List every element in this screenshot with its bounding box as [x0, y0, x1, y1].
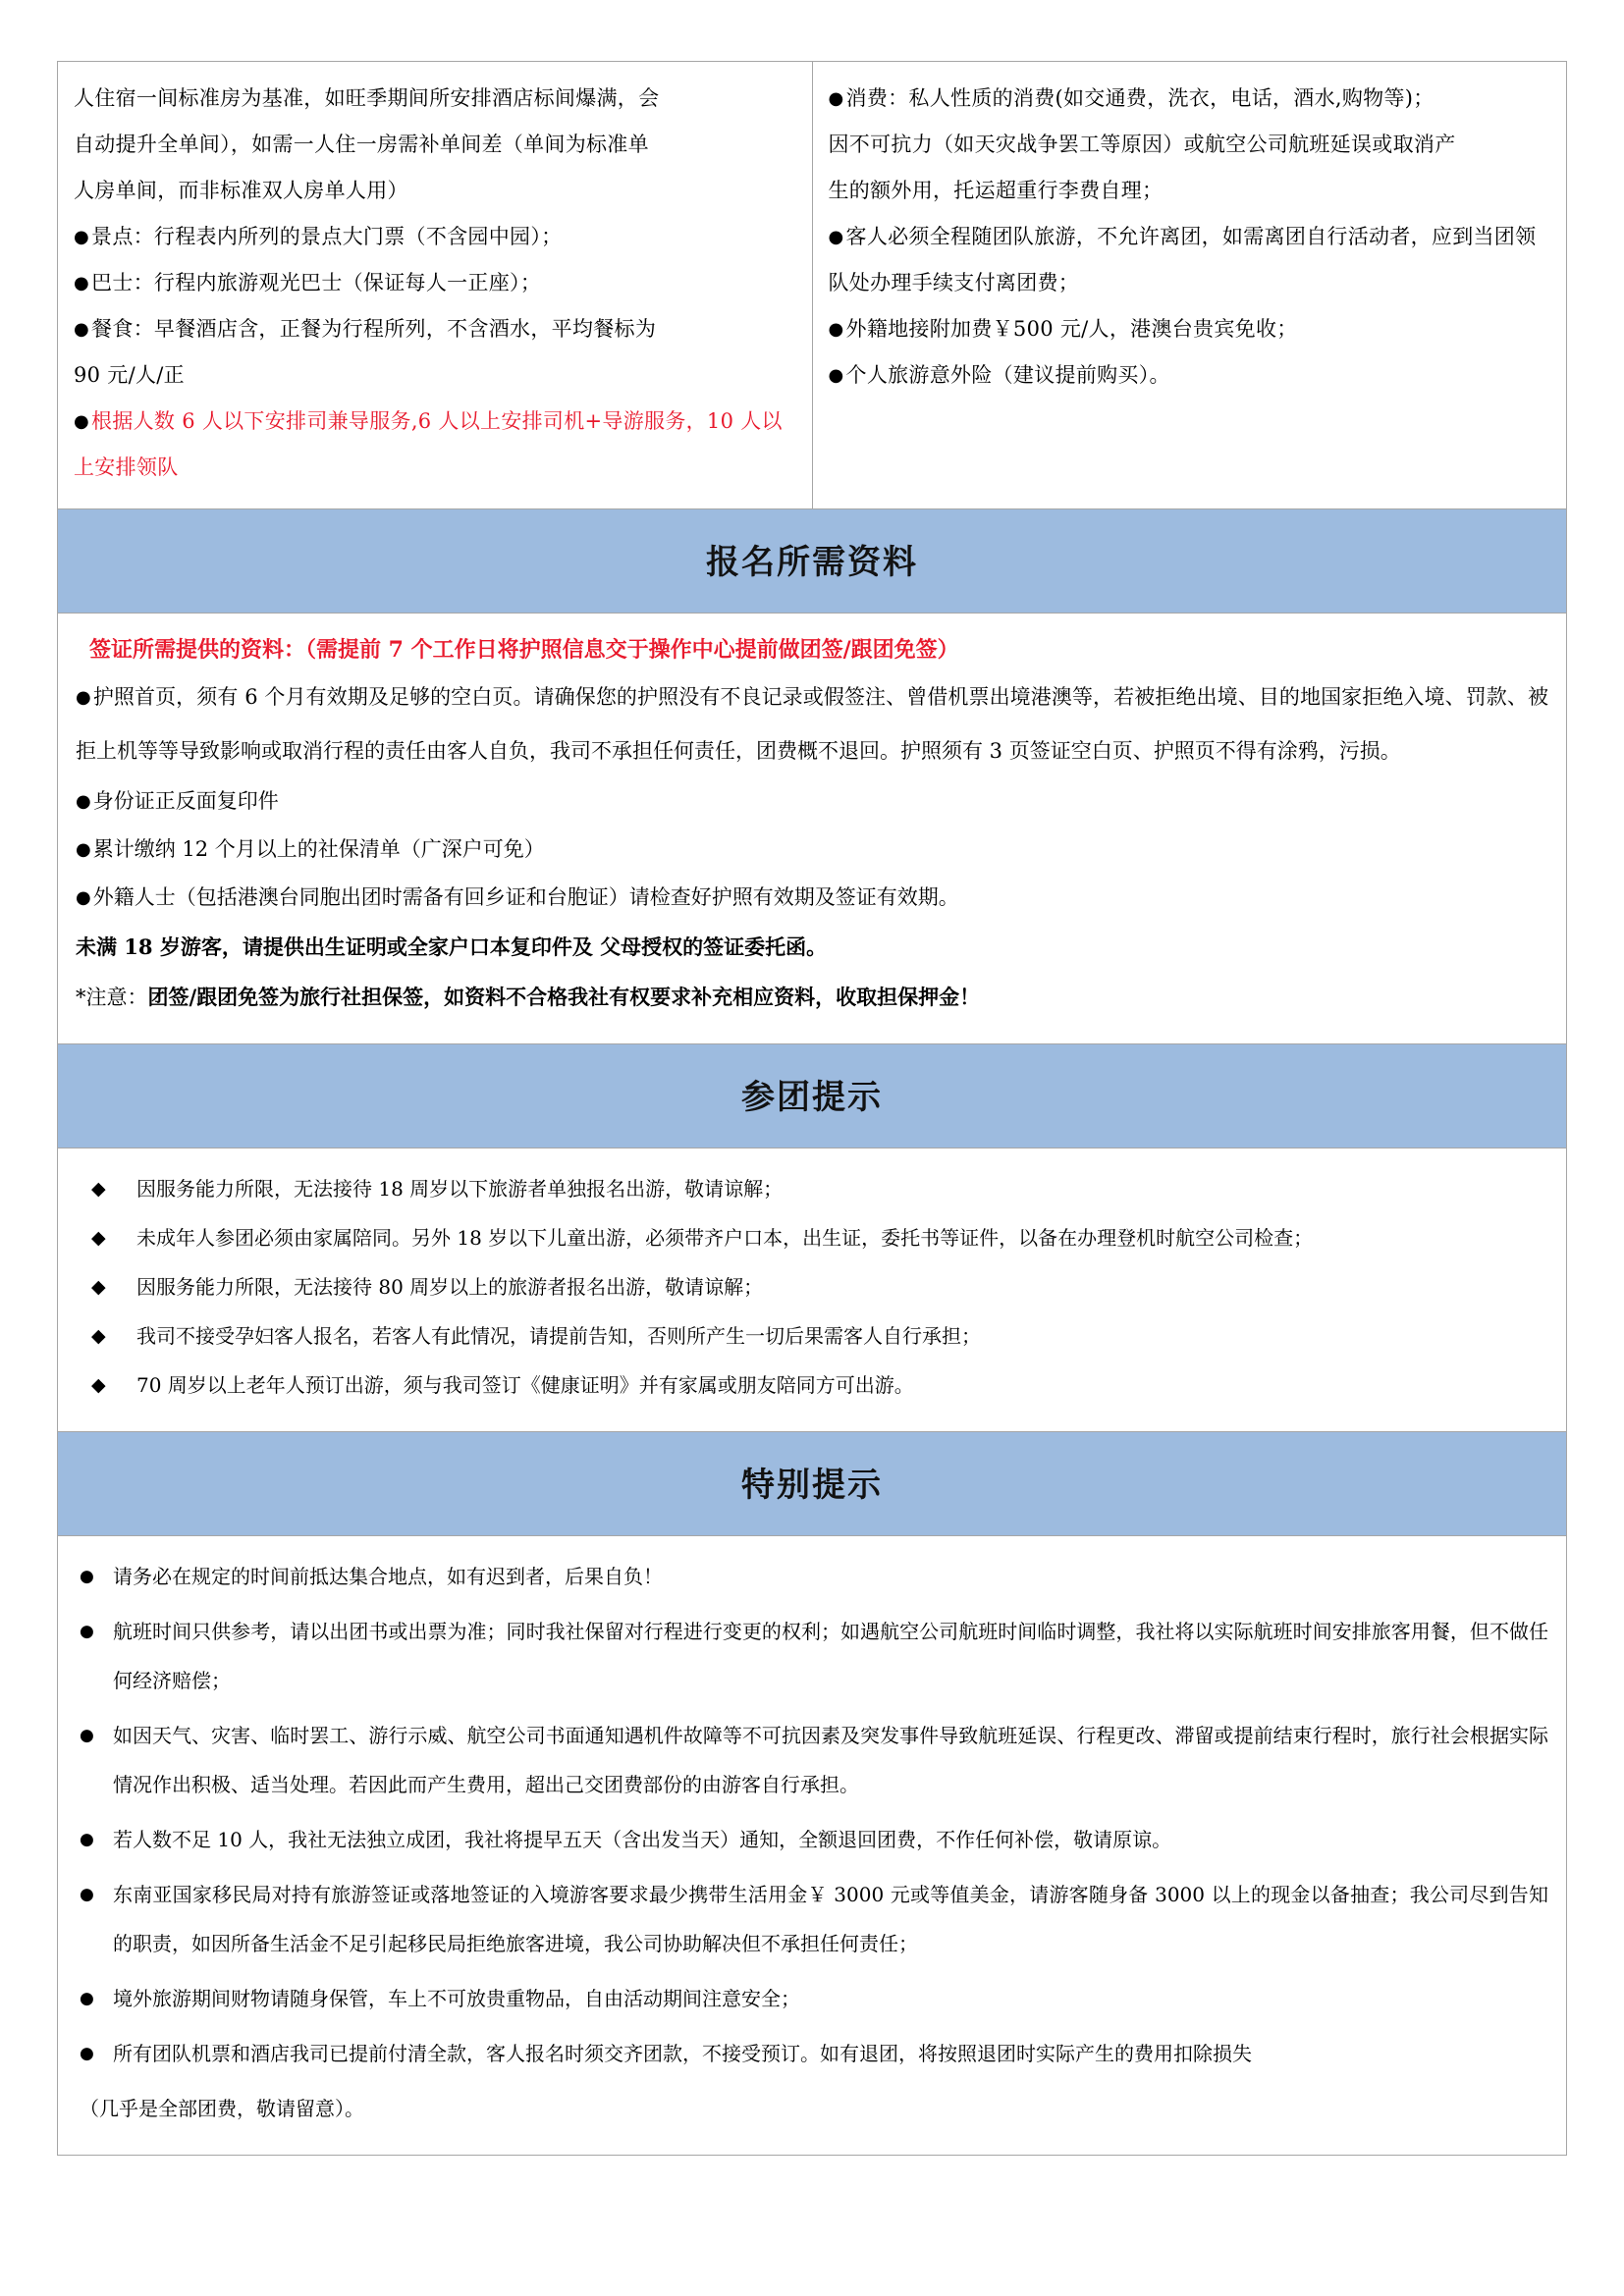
meal-price-line: 90 元/人/正	[74, 363, 185, 387]
special-tip-text: 所有团队机票和酒店我司已提前付清全款，客人报名时须交齐团款，不接受预订。如有退团，将按照退团时实际产生的费用扣除损失	[113, 2042, 1252, 2065]
banner-special-tips: 特别提示	[57, 1432, 1567, 1536]
continued-line-3: 人房单间，而非标准双人房单人用）	[74, 179, 408, 202]
banner-group-tips: 参团提示	[57, 1044, 1567, 1148]
bullet-icon	[74, 409, 91, 433]
group-tips-content	[57, 1148, 1567, 1432]
special-tip-force-majeure	[76, 1711, 1548, 1809]
footnote-body: 团签/跟团免签为旅行社担保签，如资料不合格我社有权要求补充相应资料，收取担保押金！	[147, 985, 981, 1009]
list-item	[76, 1361, 1548, 1410]
list-item	[76, 1311, 1548, 1361]
material-item-social-insurance: ● 累计缴纳 12 个月以上的社保清单（广深户可免）	[76, 826, 1548, 874]
guide-arrangement-red-note: ● 根据人数 6 人以下安排司兼导服务,6 人以上安排司机+导游服务，10 人以上安排领队	[74, 399, 796, 491]
list-item	[76, 1213, 1548, 1262]
special-tip-text: 如因天气、灾害、临时罢工、游行示威、航空公司书面通知遇机件故障等不可抗因素及突发事件导致航班延误、行程更改、滞留或提前结束行程时，旅行社会根据实际情况作出积极、适当处理。若因此而产生费用，超出己交团费部份的由游客自行承担。	[113, 1724, 1548, 1796]
force-majeure-line-2: 生的额外用，托运超重行李费自理；	[828, 179, 1164, 202]
diamond-bullet-icon: ◆	[91, 1325, 106, 1347]
bullet-icon	[829, 86, 846, 110]
banner-required-materials: 报名所需资料	[57, 509, 1567, 614]
material-item-foreign-nationals: ● 外籍人士（包括港澳台同胞出团时需备有回乡证和台胞证）请检查好护照有效期及签证有效期。	[76, 874, 1548, 922]
special-tip-text: 请务必在规定的时间前抵达集合地点，如有迟到者，后果自负！	[113, 1565, 663, 1588]
special-tips-tail-line: （几乎是全部团费，敬请留意）。	[80, 2097, 364, 2120]
exclusion-item-stay-with-group: ● 客人必须全程随团队旅游，不允许离团，如需离团自行活动者，应到当团领队处办理手续支付离团费；	[829, 214, 1551, 306]
table-row	[58, 62, 1567, 509]
special-tip-text: 若人数不足 10 人，我社无法独立成团，我社将提早五天（含出发当天）通知，全额退回团费，不作任何补偿，敬请原谅。	[113, 1828, 1172, 1851]
special-tip-text: 东南亚国家移民局对持有旅游签证或落地签证的入境游客要求最少携带生活用金￥ 3000 元或等值美金，请游客随身备 3000 以上的现金以备抽查；我公司尽到告知的职责，如因所备生活金不足引起移民局拒绝旅客进境，我公司协助解决但不承担任何责任；	[113, 1883, 1548, 1955]
bullet-icon: ●	[80, 1989, 94, 2008]
bullet-icon: ●	[80, 1830, 94, 1849]
minor-traveler-notice: 未满 18 岁游客，请提供出生证明或全家户口本复印件及 父母授权的签证委托函。	[76, 934, 828, 959]
special-tip-text: 境外旅游期间财物请随身保管，车上不可放贵重物品，自由活动期间注意安全；	[113, 1987, 800, 2010]
group-tip-text: 未成年人参团必须由家属陪同。另外 18 岁以下儿童出游，必须带齐户口本，出生证，委托书等证件，以备在办理登机时航空公司检查；	[136, 1226, 1314, 1250]
special-tip-flight-times	[76, 1607, 1548, 1705]
exclusion-item-foreign-surcharge: ● 外籍地接附加费￥500 元/人，港澳台贵宾免收；	[829, 306, 1551, 352]
special-tip-minimum-group-size	[76, 1815, 1548, 1864]
group-tip-text: 我司不接受孕妇客人报名，若客人有此情况，请提前告知，否则所产生一切后果需客人自行承担；	[136, 1324, 981, 1348]
continued-line-1: 人住宿一间标准房为基准，如旺季期间所安排酒店标间爆满，会	[74, 86, 660, 110]
bullet-icon	[74, 271, 91, 294]
bullet-icon: ●	[80, 1622, 94, 1641]
force-majeure-line-1: 因不可抗力（如天灾战争罢工等原因）或航空公司航班延误或取消产	[828, 133, 1456, 156]
diamond-bullet-icon: ◆	[91, 1374, 106, 1396]
continued-line-2: 自动提升全单间），如需一人住一房需补单间差（单间为标准单	[74, 133, 649, 156]
bullet-icon: ●	[80, 1885, 94, 1904]
diamond-bullet-icon: ◆	[91, 1227, 106, 1249]
list-item	[76, 1262, 1548, 1311]
group-tips-list	[76, 1164, 1548, 1410]
special-tip-cash-requirement	[76, 1870, 1548, 1968]
bullet-icon	[76, 789, 93, 813]
special-tip-text: 航班时间只供参考，请以出团书或出票为准；同时我社保留对行程进行变更的权利；如遇航空公司航班时间临时调整，我社将以实际航班时间安排旅客用餐，但不做任何经济赔偿；	[113, 1620, 1548, 1692]
bullet-icon	[76, 685, 93, 709]
group-tip-text: 因服务能力所限，无法接待 18 周岁以下旅游者单独报名出游，敬请谅解；	[136, 1177, 784, 1201]
special-tip-prepaid-tickets	[76, 2029, 1548, 2078]
bullet-icon: ●	[80, 1726, 94, 1745]
bullet-icon	[829, 363, 846, 387]
special-tips-content	[57, 1536, 1567, 2156]
bullet-icon	[76, 837, 93, 861]
group-tip-text: 因服务能力所限，无法接待 80 周岁以上的旅游者报名出游，敬请谅解；	[136, 1275, 764, 1299]
list-item	[76, 1164, 1548, 1213]
group-tip-text: 70 周岁以上老年人预订出游，须与我司签订《健康证明》并有家属或朋友陪同方可出游。	[136, 1373, 914, 1397]
required-materials-content	[57, 614, 1567, 1044]
diamond-bullet-icon: ◆	[91, 1178, 106, 1200]
special-tip-valuables	[76, 1974, 1548, 2023]
bullet-icon: ●	[80, 2044, 94, 2063]
inclusion-item-bus: ● 巴士：行程内旅游观光巴士（保证每人一正座）；	[74, 260, 796, 306]
inclusion-item-meals: ● 餐食：早餐酒店含，正餐为行程所列，不含酒水，平均餐标为	[74, 306, 796, 352]
bullet-icon	[829, 225, 846, 248]
bullet-icon	[74, 225, 91, 248]
visa-materials-title: 签证所需提供的资料：（需提前 7 个工作日将护照信息交于操作中心提前做团签/跟团免签）	[89, 637, 959, 663]
materials-footnote	[76, 973, 1548, 1022]
fee-inclusions-table	[57, 61, 1567, 509]
bullet-icon	[829, 317, 846, 341]
bullet-icon: ●	[80, 1567, 94, 1586]
passport-requirement-paragraph: ● 护照首页，须有 6 个月有效期及足够的空白页。请确保您的护照没有不良记录或假签注、曾借机票出境港澳等，若被拒绝出境、目的地国家拒绝入境、罚款、被拒上机等等导致影响或取消行程的责任由客人自负，我司不承担任何责任，团费概不退回。护照须有 3 页签证空白页、护照页不得有涂鸦，污损。	[76, 670, 1548, 777]
fee-right-column	[812, 62, 1567, 509]
inclusion-item-attractions: ● 景点：行程表内所列的景点大门票（不含园中园）；	[74, 214, 796, 260]
special-tip-arrival	[76, 1552, 1548, 1601]
exclusion-item-travel-insurance: ● 个人旅游意外险（建议提前购买）。	[829, 352, 1551, 399]
exclusion-item-personal-spend: ● 消费：私人性质的消费(如交通费，洗衣，电话，酒水,购物等)；	[829, 76, 1551, 122]
material-item-id-card: ● 身份证正反面复印件	[76, 777, 1548, 826]
bullet-icon	[76, 885, 93, 909]
footnote-prefix: *注意：	[76, 986, 148, 1009]
diamond-bullet-icon: ◆	[91, 1276, 106, 1298]
fee-left-column	[58, 62, 813, 509]
bullet-icon	[74, 317, 91, 341]
